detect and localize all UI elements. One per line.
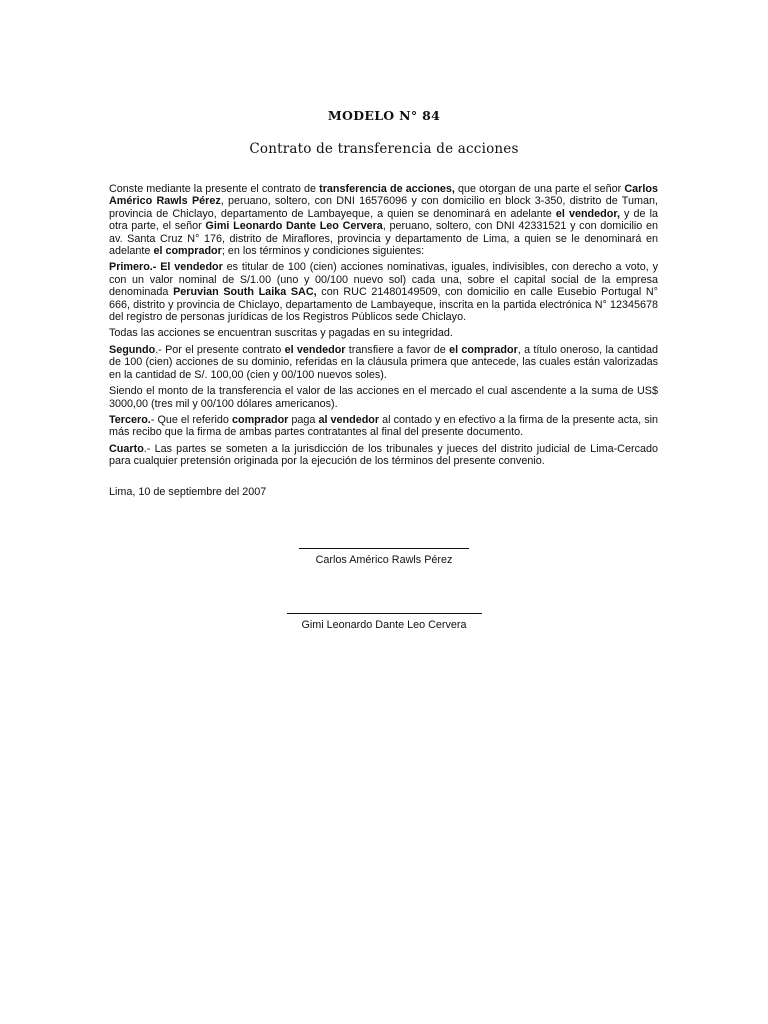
signature-line <box>287 613 482 614</box>
intro-bold-2: Carlos Américo Rawls Pérez <box>109 183 658 208</box>
signature-line <box>299 548 469 549</box>
segundo-text-2: transfiere a favor de <box>345 343 450 356</box>
model-number: MODELO N° 84 <box>327 108 441 123</box>
intro-paragraph <box>109 183 658 257</box>
tercero-text-3: al contado y en efectivo a la firma de la presente acta, sin más recibo que la firma de ambas partes contratantes al final del presente documento. <box>109 413 659 439</box>
intro-bold-4: Gimi Leonardo Dante Leo Cervera <box>205 220 383 233</box>
tercero-bold-1: Tercero. <box>109 413 151 426</box>
segundo-text-3: , a título oneroso, la cantidad de 100 (cien) acciones de su dominio, referidas en la cláusula primera que antecede, las cuales están valorizadas en la cantidad de S/. 100,00 (cien y 00/100 nuevos soles). <box>109 343 658 381</box>
segundo-text-1: .- Por el presente contrato <box>155 343 285 356</box>
intro-text-1: Conste mediante la presente el contrato de <box>109 183 320 195</box>
segundo-bold-3: el comprador <box>449 343 518 356</box>
intro-text-6: ; en los términos y condiciones siguientes: <box>221 245 425 258</box>
acciones-note: Todas las acciones se encuentran suscritas y pagadas en su integridad. <box>109 327 453 340</box>
clause-cuarto <box>109 443 658 468</box>
clause-segundo <box>109 344 658 381</box>
intro-bold-5: el comprador <box>153 245 222 258</box>
signature-block-seller <box>0 548 768 566</box>
contract-body <box>109 183 658 472</box>
monto-note: Siendo el monto de la transferencia el valor de las acciones en el mercado el cual ascendente a la suma de US$ 3000,00 (tres mil y 00/100 dólares americanos). <box>109 385 658 410</box>
clause-tercero <box>109 414 658 439</box>
signature-block-buyer <box>0 613 768 631</box>
signatory-name: Gimi Leonardo Dante Leo Cervera <box>301 619 467 631</box>
intro-bold-3: el vendedor, <box>555 207 620 220</box>
primero-text-1: es titular de 100 (cien) acciones nominativas, iguales, indivisibles, con derecho a voto, y con un valor nominal de S/1.00 (uno y 00/100 nuevo sol) cada una, sobre el capital social de la empresa denominada <box>109 261 658 299</box>
segundo-bold-2: el vendedor <box>284 343 346 356</box>
intro-text-4: y de la otra parte, el señor <box>109 207 659 233</box>
primero-text-2: con RUC 21480149509, con domicilio en calle Eusebio Portugal N° 666, distrito y provincia de Chiclayo, departamento de Lambayeque, inscrita en la partida electrónica N° 12345678 del registro de personas jurídicas de los Registros Públicos sede Chiclayo. <box>109 286 659 324</box>
cuarto-bold-1: Cuarto <box>109 442 144 455</box>
tercero-text-2: paga <box>288 413 319 426</box>
signatory-name: Carlos Américo Rawls Pérez <box>315 554 453 566</box>
intro-text-3: , peruano, soltero, con DNI 16576096 y con domicilio en block 3-350, distrito de Tuman, provincia de Chiclayo, departamento de Lambayeque, a quien se denominará en adelante <box>109 195 658 220</box>
document-title: Contrato de transferencia de acciones <box>249 141 519 157</box>
tercero-text-1: - Que el referido <box>150 413 232 426</box>
signing-date: Lima, 10 de septiembre del 2007 <box>109 486 267 498</box>
cuarto-text-1: .- Las partes se someten a la jurisdicción de los tribunales y jueces del distrito judicial de Lima-Cercado para cualquier pretensión originada por la ejecución de los términos del presente convenio. <box>109 442 658 468</box>
clause-primero <box>109 261 658 323</box>
primero-bold-1: Primero.- El vendedor <box>109 261 223 274</box>
tercero-bold-3: al vendedor <box>318 413 380 426</box>
intro-text-2: que otorgan de una parte el señor <box>454 183 625 195</box>
intro-bold-1: transferencia de acciones, <box>319 183 455 195</box>
intro-text-5: , peruano, soltero, con DNI 42331521 y con domicilio en av. Santa Cruz N° 176, distrito de Miraflores, provincia y departamento de Lima, a quien se le denominará en adelante <box>109 220 658 258</box>
tercero-bold-2: comprador <box>231 413 289 426</box>
primero-bold-2: Peruvian South Laika SAC, <box>173 286 317 299</box>
segundo-bold-1: Segundo <box>109 343 156 356</box>
